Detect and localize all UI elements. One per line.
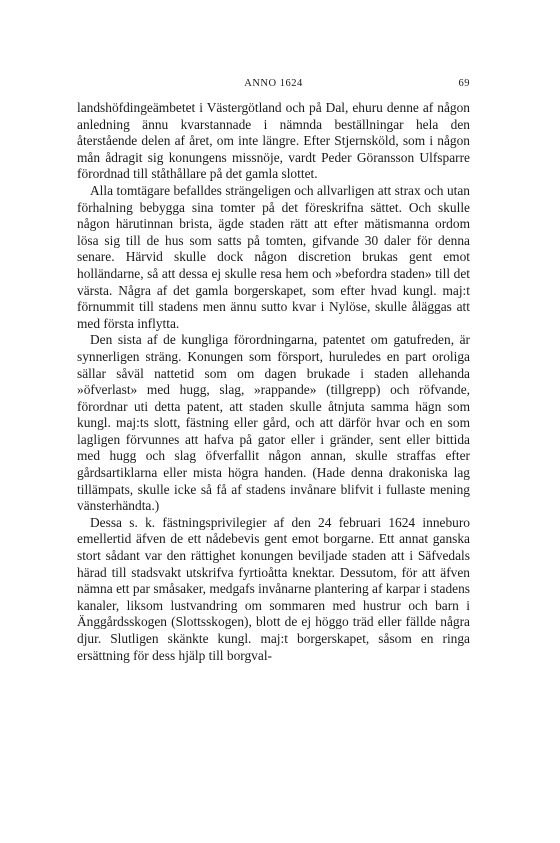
paragraph: Den sista af de kungliga förordningarna, patentet om gatufreden, är synnerligen sträng. Konungen som försport, huruledes en part oroliga sällar såväl nattetid som om dagen brukade i staden allehanda »öfverlast» med hugg, slag, »rappande» (tillgrepp) och röfvande, förordnar uti detta patent, att staden skulle åtnjuta samma hägn som kungl. maj:ts slott, fästning eller gård, och att därför hvar och en som lagligen förvunnes att hafva på gator eller i gränder, sent eller bittida med hugg och slag öfverfallit någon annan, skulle straffas efter gårdsartiklarna eller mista högra handen. (Hade denna drakoniska lag tillämpats, skulle icke så få af stadens invånare blifvit i fullaste mening vänsterhändta.): [77, 332, 470, 514]
paragraph: landshöfdingeämbetet i Västergötland och på Dal, ehuru denne af någon anledning ännu kvarstannade i nämnda beställningar hela den återstående delen af året, om inte längre. Efter Stjernsköld, som i någon mån ådragit sig konungens missnöje, vardt Peder Göransson Ulfsparre förordnad till ståthållare på det gamla slottet.: [77, 100, 470, 182]
paragraph: Dessa s. k. fästningsprivilegier af den 24 februari 1624 inneburo emellertid äfven de ett nådebevis gent emot borgarne. Ett annat ganska stort sådant var den rättighet konungen beviljade staden att i Säfvedals härad till stadsvakt utskrifva fyrtioåtta knektar. Dessutom, för att äfven nämna ett par småsaker, medgafs invånarne plantering af karpar i stadens kanaler, liksom lustvandring om sommaren med hustrur och barn i Änggårdsskogen (Slottsskogen), blott de ej höggo träd eller fällde några djur. Slutligen skänkte kungl. maj:t borgerskapet, såsom en ringa ersättning för dess hjälp till borgval-: [77, 514, 470, 663]
paragraph: Alla tomtägare befalldes strängeligen och allvarligen att strax och utan förhalning bebygga sina tomter på det föreskrifna sättet. Och skulle någon härutinnan brista, ägde staden rätt att efter mätismanna ordom lösa sig till de hus som satts på tomten, gifvande 30 daler för denna senare. Härvid skulle dock någon discretion brukas gent emot holländarne, så att dessa ej skulle resa hem och »befordra staden» till det värsta. Några af det gamla borgerskapet, som efter hvad kungl. maj:t förnummit till stadens men ännu sutto kvar i Nylöse, skulle åläggas att med första inflytta.: [77, 182, 470, 331]
book-page: [77, 78, 470, 664]
body-text: [77, 100, 470, 664]
page-number: 69: [458, 78, 470, 89]
running-header: [77, 78, 470, 94]
running-title: ANNO 1624: [244, 78, 303, 89]
